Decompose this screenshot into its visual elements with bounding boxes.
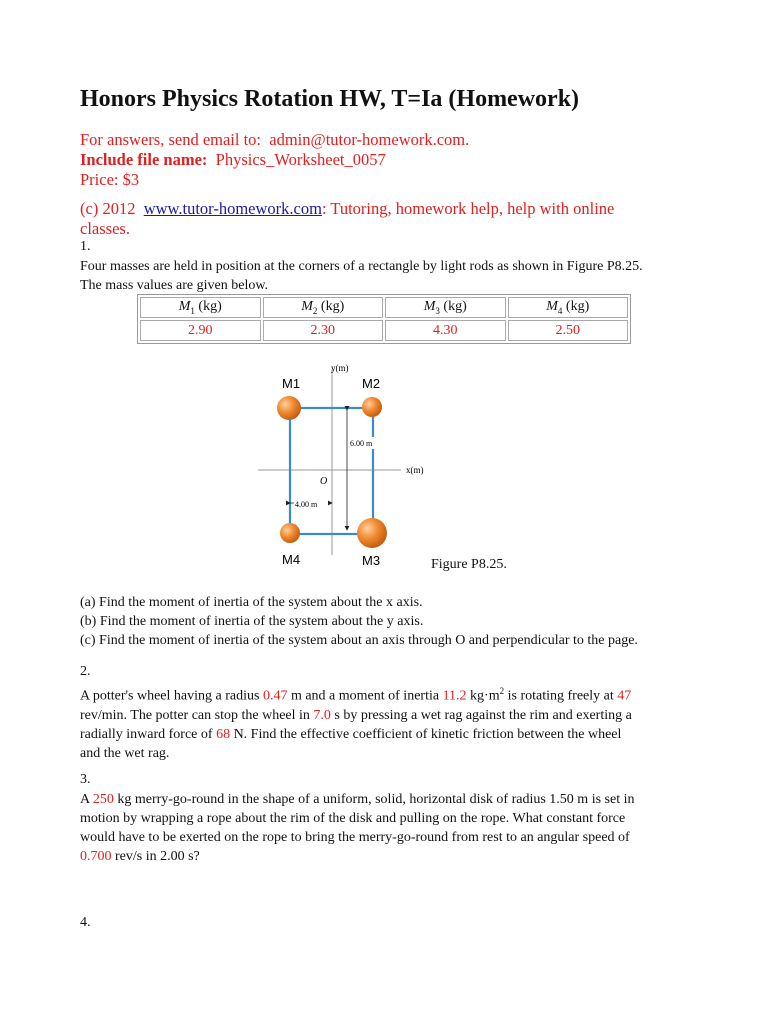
copyright-line-2: classes. <box>80 219 130 238</box>
problem-3-line-1: A 250 kg merry-go-round in the shape of a uniform, solid, horizontal disk of radius 1.50 m is set in <box>80 792 635 807</box>
radius-value: 0.47 <box>262 688 288 704</box>
label-m1: M1 <box>282 376 301 391</box>
speed-value: 0.700 <box>80 849 112 864</box>
problem-3-text <box>80 790 700 866</box>
label-m4: M4 <box>282 552 301 567</box>
mass-header-3: $M_3$ (kg) <box>385 297 506 318</box>
copyright-prefix: (c) 2012 <box>80 199 136 218</box>
problem-3-number: 3. <box>80 772 91 787</box>
mass-value: 250 <box>92 792 114 807</box>
problem-2-number: 2. <box>80 664 91 679</box>
time-value: 7.0 <box>313 707 331 723</box>
y-axis-label: y(m) <box>331 363 349 373</box>
email-text: admin@tutor-homework.com. <box>269 130 470 149</box>
mass-m2 <box>362 397 382 417</box>
mass-table-header-row <box>140 297 628 318</box>
label-m3: M3 <box>362 553 381 568</box>
label-m2: M2 <box>362 376 381 391</box>
problem-2-line-2: rev/min. The potter can stop the wheel in 7.0 s by pressing a wet rag against the rim and exerting a <box>80 707 632 723</box>
problem-2-line-3: radially inward force of 68 N. Find the effective coefficient of kinetic friction between the wheel <box>80 726 622 742</box>
mass-m3 <box>357 518 387 548</box>
height-dimension-label: 6.00 m <box>350 439 373 448</box>
copyright-suffix: : Tutoring, homework help, help with online <box>321 199 615 218</box>
problem-1-line-1: Four masses are held in position at the corners of a rectangle by light rods as shown in Figure P8.25. <box>80 259 643 274</box>
mass-header-2: $M_2$ (kg) <box>263 297 384 318</box>
mass-m4 <box>280 523 300 543</box>
problem-3-line-3: would have to be exerted on the rope to bring the merry-go-round from rest to an angular speed of <box>80 830 630 845</box>
mass-value-2: 2.30 <box>263 320 384 341</box>
problem-2-line-4: and the wet rag. <box>80 745 170 761</box>
page-title: Honors Physics Rotation HW, T=Ia (Homework) <box>80 86 580 112</box>
answers-line <box>80 130 469 150</box>
copyright-line <box>80 199 614 219</box>
file-name-line <box>80 150 386 170</box>
problem-1-line-2: The mass values are given below. <box>80 278 269 293</box>
part-a: (a) Find the moment of inertia of the system about the x axis. <box>80 595 423 610</box>
problem-1-number: 1. <box>80 239 91 254</box>
inertia-value: 11.2 <box>442 688 467 704</box>
file-label: Include file name: <box>80 150 208 169</box>
price-line: Price: $3 <box>80 170 140 189</box>
problem-3-line-2: motion by wrapping a rope about the rim of the disk and pulling on the rope. What constant force <box>80 811 626 826</box>
answers-prefix: For answers, send email to: <box>80 130 262 149</box>
problem-3-line-4: 0.700 rev/s in 2.00 s? <box>80 849 200 864</box>
force-value: 68 <box>216 726 231 742</box>
rpm-value: 47 <box>617 688 632 704</box>
problem-2-line-1: A potter's wheel having a radius 0.47 m and a moment of inertia 11.2 $kg\cdot m^2$ is rotating freely at 47 <box>80 686 632 704</box>
rectangle-masses-figure <box>256 360 446 575</box>
mass-value-4: 2.50 <box>508 320 629 341</box>
problem-4-number: 4. <box>80 915 91 930</box>
site-link[interactable]: www.tutor-homework.com <box>143 199 322 218</box>
mass-m1 <box>277 396 301 420</box>
mass-header-1: $M_1$ (kg) <box>140 297 261 318</box>
mass-table <box>137 294 631 344</box>
part-c: (c) Find the moment of inertia of the system about an axis through O and perpendicular to the page. <box>80 633 638 648</box>
x-axis-label: x(m) <box>406 465 424 475</box>
mass-table-value-row <box>140 320 628 341</box>
width-dimension-label: 4.00 m <box>295 500 318 509</box>
problem-1-parts <box>80 593 700 650</box>
figure-caption: Figure P8.25. <box>431 557 507 572</box>
mass-header-4: $M_4$ (kg) <box>508 297 629 318</box>
part-b: (b) Find the moment of inertia of the system about the y axis. <box>80 614 424 629</box>
problem-1-text <box>80 257 700 295</box>
file-name: Physics_Worksheet_0057 <box>215 150 386 169</box>
origin-label: O <box>320 476 328 487</box>
problem-2-text <box>80 682 700 763</box>
mass-value-3: 4.30 <box>385 320 506 341</box>
mass-value-1: 2.90 <box>140 320 261 341</box>
